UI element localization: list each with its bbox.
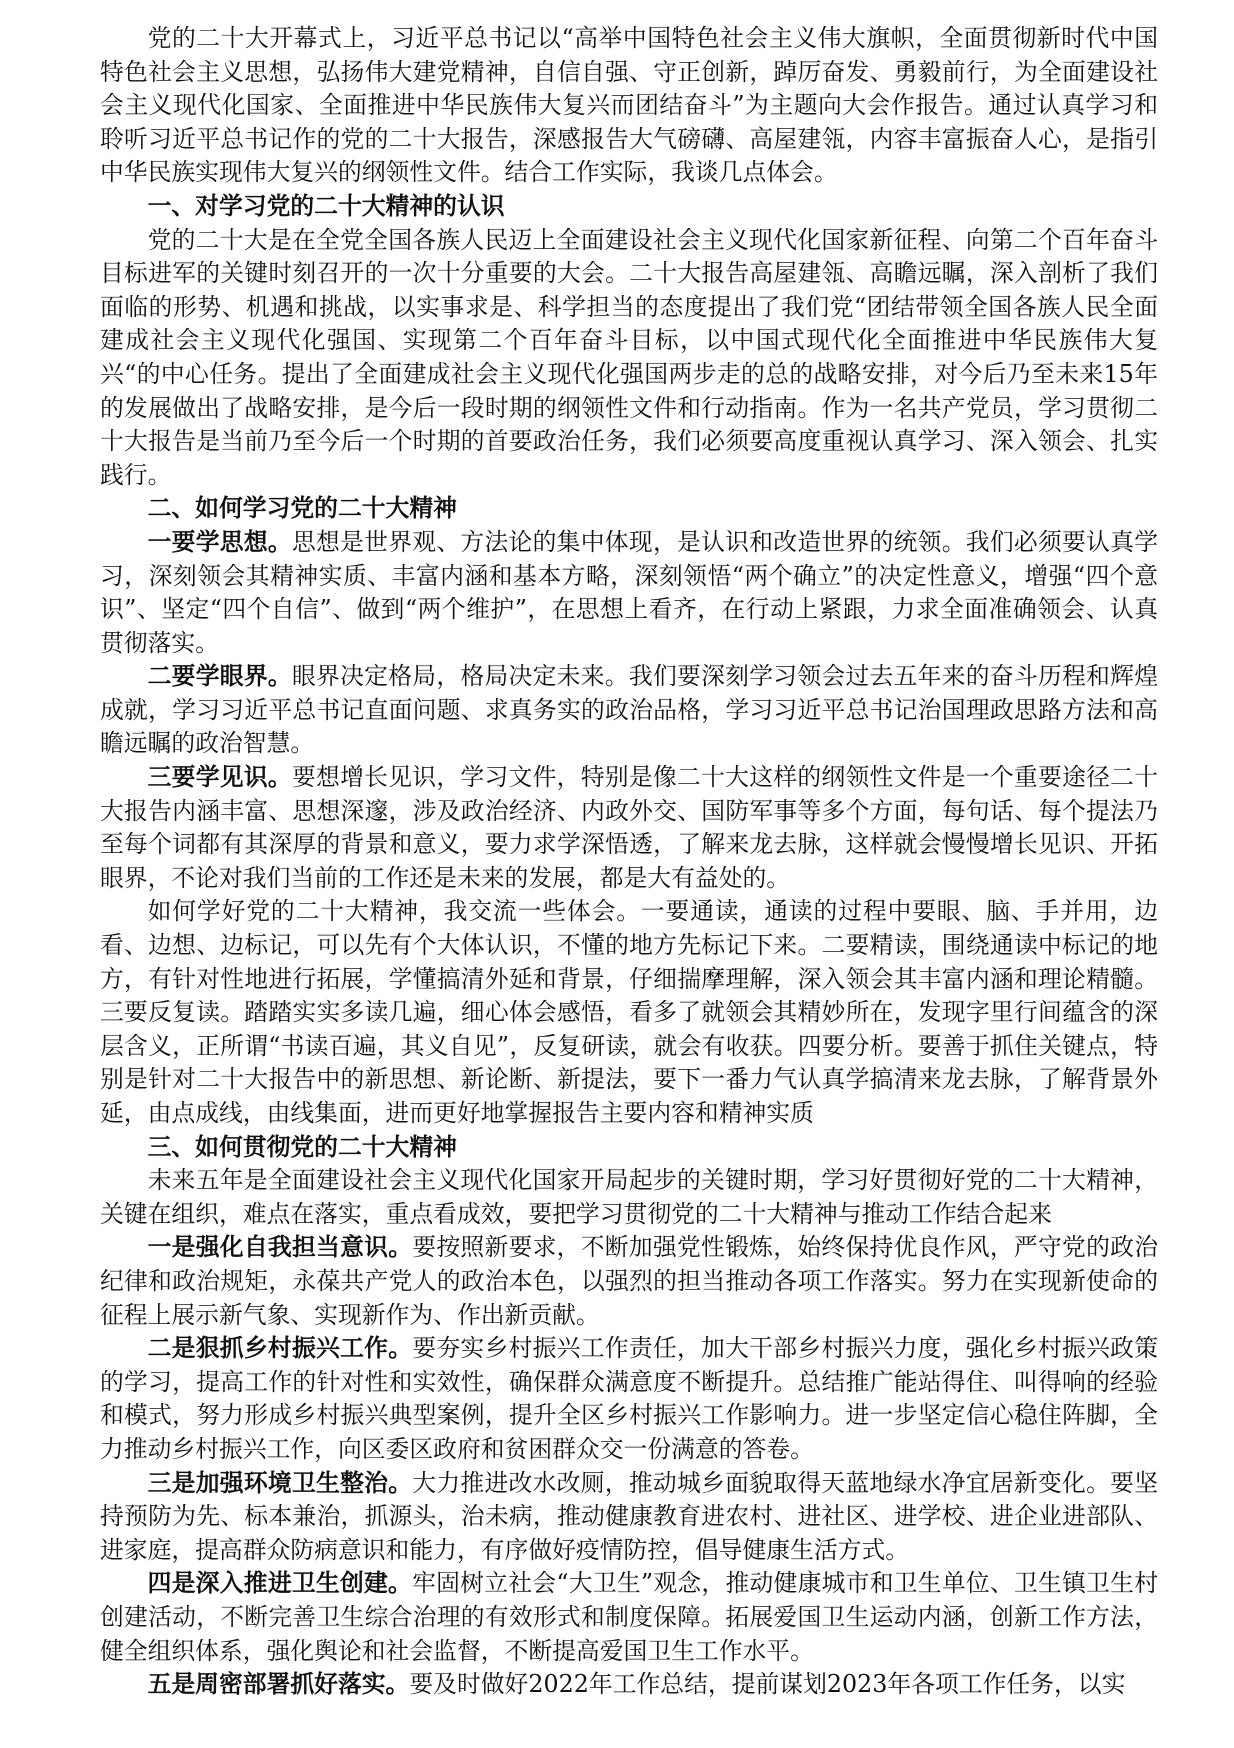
item-lead: 一要学思想。 <box>147 527 292 556</box>
section3-item-3 <box>100 1467 1158 1568</box>
item-lead: 二是狠抓乡村振兴工作。 <box>147 1334 413 1363</box>
section2-item-2 <box>100 660 1158 761</box>
section3-item-5 <box>100 1668 1158 1702</box>
section2-heading: 二、如何学习党的二十大精神 <box>147 494 457 523</box>
item-text: 牢固树立社会“大卫生”观念，推动健康城市和卫生单位、卫生镇卫生村创建活动，不断完善卫生综合治理的有效形式和制度保障。拓展爱国卫生运动内涵，创新工作方法，健全组织体系，强化舆论和社会监督，不断提高爱国卫生工作水平。 <box>100 1569 1158 1665</box>
item-text: 大力推进改水改厕，推动城乡面貌取得天蓝地绿水净宜居新变化。要坚持预防为先、标本兼治，抓源头，治未病，推动健康教育进农村、进社区、进学校、进企业进部队、进家庭，提高群众防病意识和能力，有序做好疫情防控，倡导健康生活方式。 <box>100 1468 1159 1564</box>
item-lead: 三是加强环境卫生整治。 <box>147 1468 413 1497</box>
section2-item-3 <box>100 761 1158 895</box>
section3-heading: 三、如何贯彻党的二十大精神 <box>147 1132 457 1161</box>
item-text: 要想增长见识，学习文件，特别是像二十大这样的纲领性文件是一个重要途径二十大报告内涵丰富、思想深邃，涉及政治经济、内政外交、国防军事等多个方面，每句话、每个提法乃至每个词都有其深厚的背景和意义，要力求学深悟透，了解来龙去脉，这样就会慢慢增长见识、开拓眼界，不论对我们当前的工作还是未来的发展，都是大有益处的。 <box>100 763 1159 892</box>
item-text: 要夯实乡村振兴工作责任，加大干部乡村振兴力度，强化乡村振兴政策的学习，提高工作的针对性和实效性，确保群众满意度不断提升。总结推广能站得住、叫得响的经验和模式，努力形成乡村振兴典型案例，提升全区乡村振兴工作影响力。进一步坚定信心稳住阵脚，全力推动乡村振兴工作，向区委区政府和贫困群众交一份满意的答卷。 <box>100 1334 1159 1463</box>
section3-item-2 <box>100 1332 1158 1466</box>
item-text: 要按照新要求，不断加强党性锻炼，始终保持优良作风，严守党的政治纪律和政治规矩，永葆共产党人的政治本色，以强烈的担当推动各项工作落实。努力在实现新使命的征程上展示新气象、实现新作为、作出新贡献。 <box>100 1233 1159 1329</box>
item-lead: 二要学眼界。 <box>147 662 292 691</box>
item-text: 思想是世界观、方法论的集中体现，是认识和改造世界的统领。我们必须要认真学习，深刻领会其精神实质、丰富内涵和基本方略，深刻领悟“两个确立”的决定性意义，增强“四个意识”、坚定“四个自信”、做到“两个维护”，在思想上看齐，在行动上紧跟，力求全面准确领会、认真贯彻落实。 <box>100 527 1159 657</box>
item-lead: 五是周密部署抓好落实。 <box>147 1670 410 1699</box>
item-text: 眼界决定格局，格局决定未来。我们要深刻学习领会过去五年来的奋斗历程和辉煌成就，学习习近平总书记直面问题、求真务实的政治品格，学习习近平总书记治国理政思路方法和高瞻远瞩的政治智慧。 <box>100 662 1159 758</box>
intro-paragraph: 党的二十大开幕式上，习近平总书记以“高举中国特色社会主义伟大旗帜，全面贯彻新时代中国特色社会主义思想，弘扬伟大建党精神，自信自强、守正创新，踔厉奋发、勇毅前行，为全面建设社会主义现代化国家、全面推进中华民族伟大复兴而团结奋斗”为主题向大会作报告。通过认真学习和聆听习近平总书记作的党的二十大报告，深感报告大气磅礴、高屋建瓴，内容丰富振奋人心，是指引中华民族实现伟大复兴的纲领性文件。结合工作实际，我谈几点体会。 <box>100 24 1158 187</box>
section2-method-paragraph: 如何学好党的二十大精神，我交流一些体会。一要通读，通读的过程中要眼、脑、手并用，边看、边想、边标记，可以先有个大体认识，不懂的地方先标记下来。二要精读，围绕通读中标记的地方，有针对性地进行拓展，学懂搞清外延和背景，仔细揣摩理解，深入领会其丰富内涵和理论精髓。三要反复读。踏踏实实多读几遍，细心体会感悟，看多了就领会其精妙所在，发现字里行间蕴含的深层含义，正所谓“书读百遍，其义自见”，反复研读，就会有收获。四要分析。要善于抓住关键点，特别是针对二十大报告中的新思想、新论断、新提法，要下一番力气认真学搞清来龙去脉，了解背景外延，由点成线，由线集面，进而更好地掌握报告主要内容和精神实质 <box>100 897 1158 1127</box>
section3-item-4 <box>100 1567 1158 1668</box>
item-lead: 三要学见识。 <box>147 763 292 792</box>
section1-heading: 一、对学习党的二十大精神的认识 <box>147 191 505 220</box>
section1-paragraph: 党的二十大是在全党全国各族人民迈上全面建设社会主义现代化国家新征程、向第二个百年奋斗目标进军的关键时刻召开的一次十分重要的大会。二十大报告高屋建瓴、高瞻远瞩，深入剖析了我们面临的形势、机遇和挑战，以实事求是、科学担当的态度提出了我们党“团结带领全国各族人民全面建成社会主义现代化强国、实现第二个百年奋斗目标，以中国式现代化全面推进中华民族伟大复兴“的中心任务。提出了全面建成社会主义现代化强国两步走的总的战略安排，对今后乃至未来15年的发展做出了战略安排，是今后一段时期的纲领性文件和行动指南。作为一名共产党员，学习贯彻二十大报告是当前乃至今后一个时期的首要政治任务，我们必须要高度重视认真学习、深入领会、扎实践行。 <box>100 225 1158 489</box>
section3-item-1 <box>100 1231 1158 1332</box>
section2-item-1 <box>100 526 1158 660</box>
item-lead: 四是深入推进卫生创建。 <box>147 1569 413 1598</box>
item-text: 要及时做好2022年工作总结，提前谋划2023年各项工作任务，以实 <box>409 1670 1126 1699</box>
item-lead: 一是强化自我担当意识。 <box>147 1233 413 1262</box>
section3-paragraph: 未来五年是全面建设社会主义现代化国家开局起步的关键时期，学习好贯彻好党的二十大精神，关键在组织，难点在落实，重点看成效，要把学习贯彻党的二十大精神与推动工作结合起来 <box>100 1166 1158 1228</box>
